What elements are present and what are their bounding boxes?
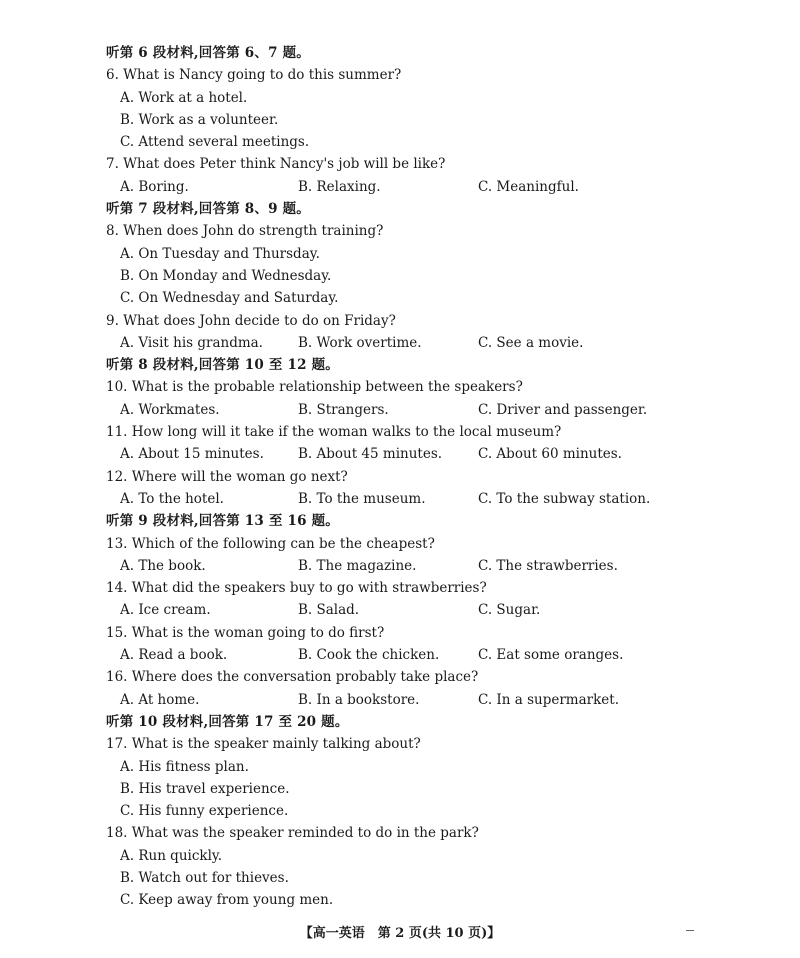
- question-text: 16. Where does the conversation probably take place?: [106, 669, 479, 686]
- answer-option: A. About 15 minutes.: [120, 446, 264, 463]
- answer-options-row: [106, 555, 706, 577]
- question-text: 14. What did the speakers buy to go with strawberries?: [106, 580, 487, 597]
- answer-option: C. His funny experience.: [120, 803, 289, 820]
- question-text: 9. What does John decide to do on Friday?: [106, 312, 396, 329]
- corner-mark: [686, 930, 694, 931]
- answer-option: C. On Wednesday and Saturday.: [120, 290, 339, 307]
- answer-option: C. About 60 minutes.: [478, 446, 622, 463]
- question-text: 6. What is Nancy going to do this summer?: [106, 67, 402, 84]
- answer-option: A. On Tuesday and Thursday.: [120, 245, 320, 262]
- answer-option: A. Work at a hotel.: [120, 89, 248, 106]
- answer-option: C. Driver and passenger.: [478, 401, 648, 418]
- answer-option: C. The strawberries.: [478, 557, 618, 574]
- question-text: 10. What is the probable relationship between the speakers?: [106, 379, 523, 396]
- answer-options-row: [106, 689, 706, 711]
- answer-option: B. Relaxing.: [298, 178, 381, 195]
- answer-option: B. On Monday and Wednesday.: [120, 267, 332, 284]
- question-text: 7. What does Peter think Nancy's job will be like?: [106, 156, 446, 173]
- answer-option: B. Cook the chicken.: [298, 647, 440, 664]
- question-text: 13. Which of the following can be the cheapest?: [106, 535, 435, 552]
- answer-option: A. At home.: [120, 691, 200, 708]
- answer-option: C. See a movie.: [478, 334, 584, 351]
- answer-option: A. Run quickly.: [120, 847, 223, 864]
- answer-option: A. The book.: [120, 557, 206, 574]
- answer-option: C. Meaningful.: [478, 178, 579, 195]
- answer-options-row: [106, 443, 706, 465]
- answer-option: B. To the museum.: [298, 490, 426, 507]
- answer-option: C. Eat some oranges.: [478, 647, 624, 664]
- answer-option: A. His fitness plan.: [120, 758, 249, 775]
- answer-option: B. Work as a volunteer.: [120, 111, 279, 128]
- question-text: 11. How long will it take if the woman walks to the local museum?: [106, 424, 562, 441]
- answer-options-row: [106, 488, 706, 510]
- question-text: 12. Where will the woman go next?: [106, 468, 348, 485]
- answer-option: C. Sugar.: [478, 602, 541, 619]
- answer-options-row: [106, 399, 706, 421]
- answer-option: B. His travel experience.: [120, 780, 290, 797]
- answer-option: A. Ice cream.: [120, 602, 211, 619]
- section-heading: 听第 9 段材料,回答第 13 至 16 题。: [106, 513, 339, 530]
- answer-options-row: [106, 176, 706, 198]
- answer-option: B. In a bookstore.: [298, 691, 420, 708]
- question-text: 15. What is the woman going to do first?: [106, 624, 385, 641]
- section-heading: 听第 6 段材料,回答第 6、7 题。: [106, 45, 310, 61]
- section-heading: 听第 8 段材料,回答第 10 至 12 题。: [106, 357, 339, 374]
- answer-option: B. Work overtime.: [298, 334, 422, 351]
- answer-option: B. Watch out for thieves.: [120, 869, 289, 886]
- question-text: 8. When does John do strength training?: [106, 223, 384, 240]
- answer-options-row: [106, 599, 706, 621]
- question-text: 17. What is the speaker mainly talking about?: [106, 736, 421, 753]
- answer-option: A. Workmates.: [120, 401, 220, 418]
- section-heading: 听第 7 段材料,回答第 8、9 题。: [106, 201, 310, 218]
- answer-option: C. In a supermarket.: [478, 691, 619, 708]
- answer-option: C. Attend several meetings.: [120, 134, 310, 151]
- answer-options-row: [106, 644, 706, 666]
- answer-option: A. Read a book.: [120, 647, 228, 664]
- answer-option: A. To the hotel.: [120, 490, 224, 507]
- answer-options-row: [106, 332, 706, 354]
- answer-option: C. Keep away from young men.: [120, 892, 334, 909]
- answer-option: B. Salad.: [298, 602, 360, 619]
- answer-option: B. Strangers.: [298, 401, 389, 418]
- answer-option: C. To the subway station.: [478, 490, 651, 507]
- answer-option: B. About 45 minutes.: [298, 446, 443, 463]
- answer-option: A. Boring.: [120, 178, 189, 195]
- answer-option: B. The magazine.: [298, 557, 417, 574]
- question-list: [106, 42, 706, 912]
- section-heading: 听第 10 段材料,回答第 17 至 20 题。: [106, 713, 349, 730]
- answer-option: A. Visit his grandma.: [120, 334, 263, 351]
- page-footer: 【高一英语 第 2 页(共 10 页)】: [299, 926, 501, 941]
- question-text: 18. What was the speaker reminded to do in the park?: [106, 825, 479, 842]
